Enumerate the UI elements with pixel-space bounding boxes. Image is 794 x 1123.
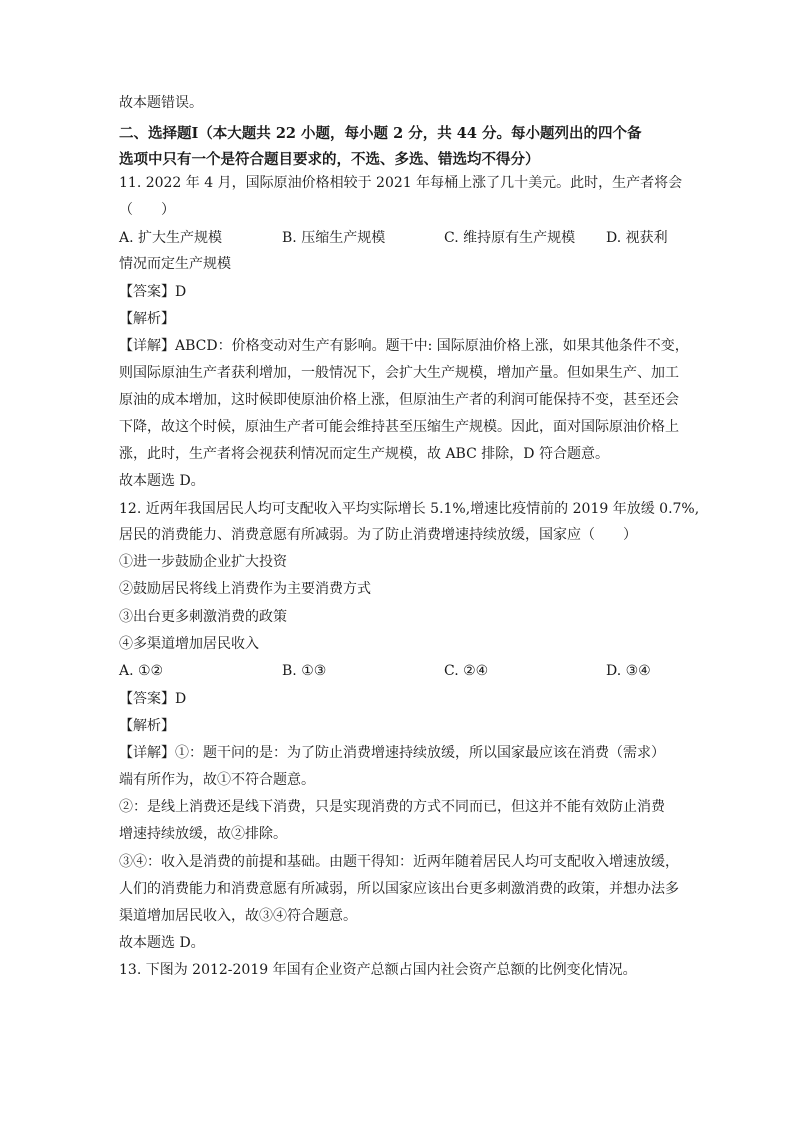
q11-detail-line-4: 下降，故这个时候，原油生产者可能会维持甚至压缩生产规模。因此，面对国际原油价格上 [119, 419, 679, 435]
q12-option-c: C. ②④ [444, 663, 489, 679]
q12-stem-line-1: 12. 近两年我国居民人均可支配收入平均实际增长 5.1%,增速比疫情前的 2019 年放缓 0.7%, [119, 501, 700, 517]
q12-detail-line-3: ②：是线上消费还是线下消费，只是实现消费的方式不同而已，但这并不能有效防止消费 [119, 799, 665, 815]
q11-analysis-heading: 【解析】 [119, 311, 175, 327]
q11-conclusion: 故本题选 D。 [119, 473, 205, 489]
q11-option-b: B. 压缩生产规模 [282, 230, 386, 246]
q12-stem-line-2: 居民的消费能力、消费意愿有所减弱。为了防止消费增速持续放缓，国家应（ ） [119, 527, 637, 543]
q12-item-1: ①进一步鼓励企业扩大投资 [119, 554, 287, 570]
q12-detail-line-2: 端有所作为，故①不符合题意。 [119, 772, 315, 788]
q12-analysis-heading: 【解析】 [119, 718, 175, 734]
q11-option-d: D. 视获利 [606, 230, 668, 246]
q11-option-a: A. 扩大生产规模 [119, 230, 223, 246]
previous-conclusion: 故本题错误。 [119, 95, 203, 111]
q12-detail-line-5: ③④：收入是消费的前提和基础。由题干得知：近两年随着居民人均可支配收入增速放缓， [119, 854, 679, 870]
q11-detail-line-1: 【详解】ABCD：价格变动对生产有影响。题干中: 国际原油价格上涨，如果其他条件不变， [119, 338, 689, 354]
q12-item-4: ④多渠道增加居民收入 [119, 636, 259, 652]
q12-detail-line-7: 渠道增加居民收入，故③④符合题意。 [119, 908, 357, 924]
q12-answer: 【答案】D [119, 691, 187, 707]
q12-detail-line-6: 人们的消费能力和消费意愿有所减弱，所以国家应该出台更多刺激消费的政策，并想办法多 [119, 881, 679, 897]
q12-option-a: A. ①② [119, 663, 164, 679]
q11-detail-line-5: 涨，此时，生产者将会视获利情况而定生产规模，故 ABC 排除，D 符合题意。 [119, 446, 609, 462]
section-title-line-2: 选项中只有一个是符合题目要求的，不选、多选、错选均不得分） [119, 151, 540, 168]
q12-item-2: ②鼓励居民将线上消费作为主要消费方式 [119, 581, 371, 597]
q12-option-b: B. ①③ [282, 663, 327, 679]
q11-answer: 【答案】D [119, 284, 187, 300]
q12-item-3: ③出台更多刺激消费的政策 [119, 609, 287, 625]
q11-stem-line-2: （ ） [119, 202, 175, 218]
q11-option-c: C. 维持原有生产规模 [444, 230, 576, 246]
q11-stem-line-1: 11. 2022 年 4 月，国际原油价格相较于 2021 年每桶上涨了几十美元。此时，生产者将会 [119, 175, 683, 191]
q12-detail-line-4: 增速持续放缓，故②排除。 [119, 826, 287, 842]
q11-option-d-continued: 情况而定生产规模 [119, 256, 231, 272]
q12-detail-line-1: 【详解】①：题干问的是：为了防止消费增速持续放缓，所以国家最应该在消费（需求） [119, 745, 665, 761]
q12-conclusion: 故本题选 D。 [119, 935, 205, 951]
section-title-line-1: 二、选择题Ⅰ（本大题共 22 小题，每小题 2 分，共 44 分。每小题列出的四个备 [119, 125, 642, 142]
q13-stem: 13. 下图为 2012-2019 年国有企业资产总额占国内社会资产总额的比例变化情况。 [119, 962, 637, 978]
q12-option-d: D. ③④ [606, 663, 651, 679]
q11-detail-line-3: 原油的成本增加，这时候即使原油价格上涨，但原油生产者的利润可能保持不变，甚至还会 [119, 392, 679, 408]
q11-detail-line-2: 则国际原油生产者获利增加，一般情况下，会扩大生产规模，增加产量。但如果生产、加工 [119, 365, 679, 381]
